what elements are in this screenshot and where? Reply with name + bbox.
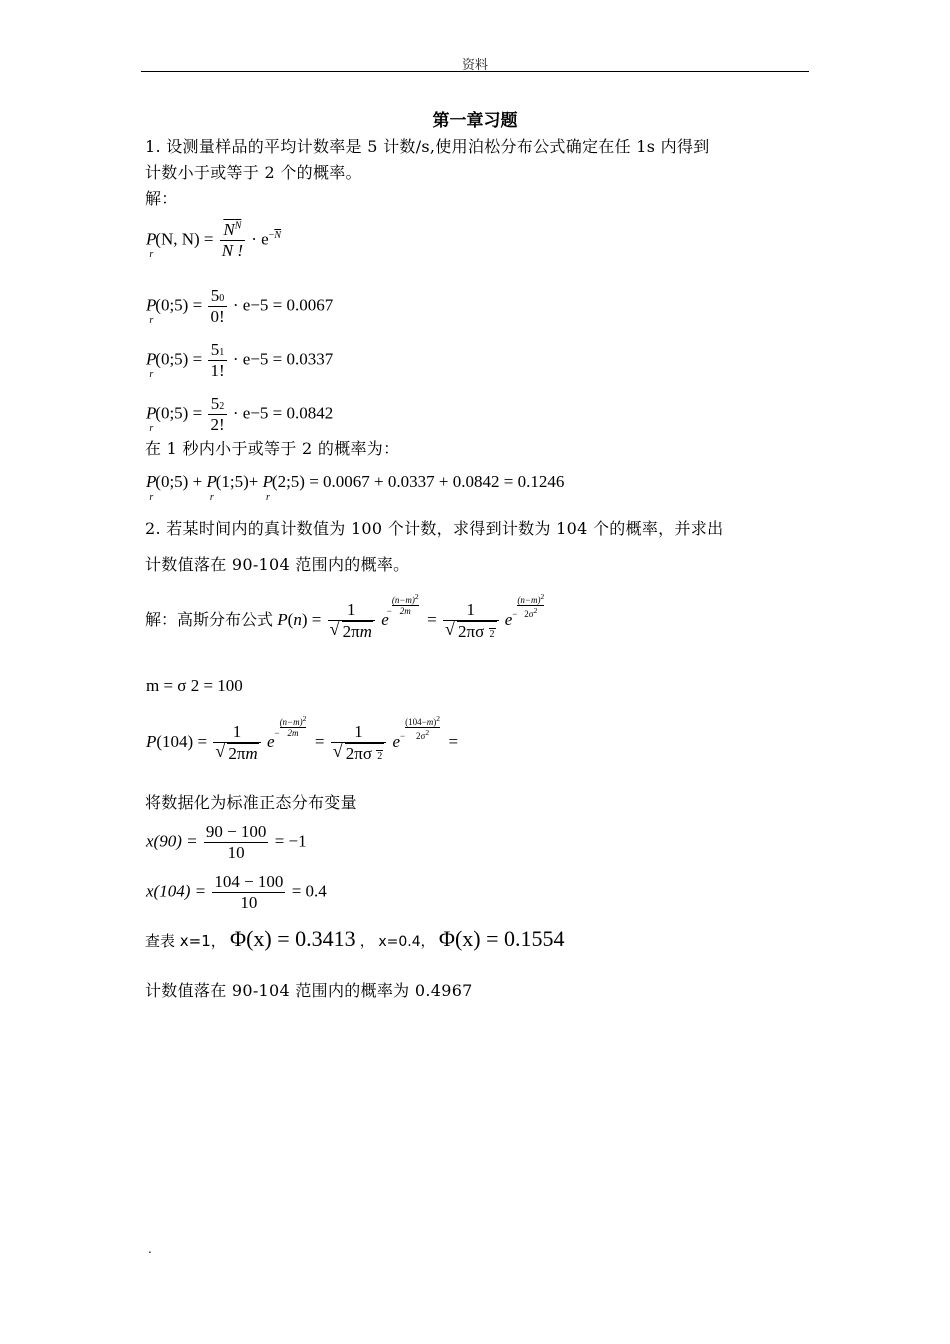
x104-den: 10 (212, 892, 285, 913)
p104-formula: P(104) = 1 √ 2πm e− $\frac{(n-m)^2}{2m}$ = 1 √ 2πσ 2 e− $\frac{(104-m)^2}{2\sigma^2}$ = (146, 722, 458, 764)
eq2-num: 5 (210, 340, 220, 359)
poisson-formula: $P_r(N$, N) = $\frac{N^N}{N !}$ · $e^{-\overline{N}}$ (146, 220, 282, 261)
q2-solution-label: 解：高斯分布公式 (145, 609, 274, 629)
eq0-lhs: (N, N) = (155, 229, 214, 249)
x104-eq (146, 872, 327, 913)
q2-line2: 计数值落在 90-104 范围内的概率。 (145, 555, 410, 574)
eq2-den: 1! (210, 361, 225, 380)
eq0-den: N ! (221, 241, 244, 260)
eq1-num: 5 (210, 286, 220, 305)
x90-eq (146, 822, 307, 863)
x104-lhs: x(104) = (146, 881, 207, 901)
eq3-num: 5 (210, 394, 220, 413)
eq1-rhs: · e−5 = 0.0067 (232, 295, 334, 315)
phi-value-2: Φ(x) = 0.1554 (438, 926, 565, 951)
page-header: 资料 (461, 58, 488, 73)
eq3-den: 2! (210, 415, 225, 434)
x90-rhs: = −1 (274, 831, 307, 851)
q1-line1: 1. 设测量样品的平均计数率是 5 计数/s,使用泊松分布公式确定在任 1s 内得到 (145, 137, 710, 156)
chapter-title: 第一章习题 (432, 111, 518, 131)
poisson-k2: $P_r(0;5)$ = $\frac{52}{2!}$ · e−5 = 0.0842 (146, 394, 334, 435)
footer-dot: . (148, 1242, 152, 1256)
m-sigma-eq (146, 676, 243, 696)
x104-rhs: = 0.4 (291, 881, 327, 901)
poisson-sum: $P_r(0;5)$ + $P_r(1;5)+$ $P_r(2;5) = 0.0067 + 0.0337 + 0.0842 = 0.1246$ (146, 472, 565, 503)
eq1-den: 0! (210, 307, 225, 326)
q1-sum-label: 在 1 秒内小于或等于 2 的概率为： (145, 439, 400, 458)
eq3-rhs: · e−5 = 0.0842 (232, 403, 334, 423)
std-normal-label: 将数据化为标准正态分布变量 (145, 793, 357, 812)
q1-line2: 计数小于或等于 2 个的概率。 (145, 163, 362, 182)
poisson-k1: $P_r(0;5)$ = $\frac{51}{1!}$ · e−5 = 0.0337 (146, 340, 334, 381)
final-answer: 计数值落在 90-104 范围内的概率为 0.4967 (145, 981, 473, 1000)
phi-value-1: Φ(x) = 0.3413 (230, 926, 356, 951)
x104-num: 104 − 100 (214, 872, 284, 891)
q2-line1: 2. 若某时间内的真计数值为 100 个计数，求得到计数为 104 个的概率，并求出 (145, 519, 724, 538)
m-eq-text: m = σ 2 = 100 (146, 676, 243, 695)
header-rule (141, 71, 809, 72)
eq2-lhs: (0;5) = (155, 349, 203, 369)
x90-lhs: x(90) = (146, 831, 198, 851)
eq0-num: N (223, 220, 235, 239)
eq1-lhs: (0;5) = (155, 295, 203, 315)
x90-num: 90 − 100 (205, 822, 267, 841)
eq3-lhs: (0;5) = (155, 403, 203, 423)
x90-den: 10 (204, 842, 269, 863)
sum-eq: (2;5) = 0.0067 + 0.0337 + 0.0842 = 0.1246 (271, 472, 565, 491)
poisson-k0: $P_r(0;5)$ = $\frac{50}{0!}$ · e−5 = 0.0067 (146, 286, 334, 327)
eq2-rhs: · e−5 = 0.0337 (232, 349, 334, 369)
lookup-line (145, 926, 565, 952)
eq0-rhs: · e (251, 229, 269, 249)
lookup-label: 查表 x=1， (145, 932, 226, 950)
gauss-formula: 解：高斯分布公式 P(n) = 1 √ 2πm e− $\frac{(n-m)^2}{2m}$ = 1 √ 2πσ 2 e− $\frac{(n-m)^2}{2\sigma^2}$ (145, 600, 544, 642)
q1-solution-label: 解： (145, 189, 178, 208)
lookup-mid: ， x=0.4， (359, 934, 435, 950)
